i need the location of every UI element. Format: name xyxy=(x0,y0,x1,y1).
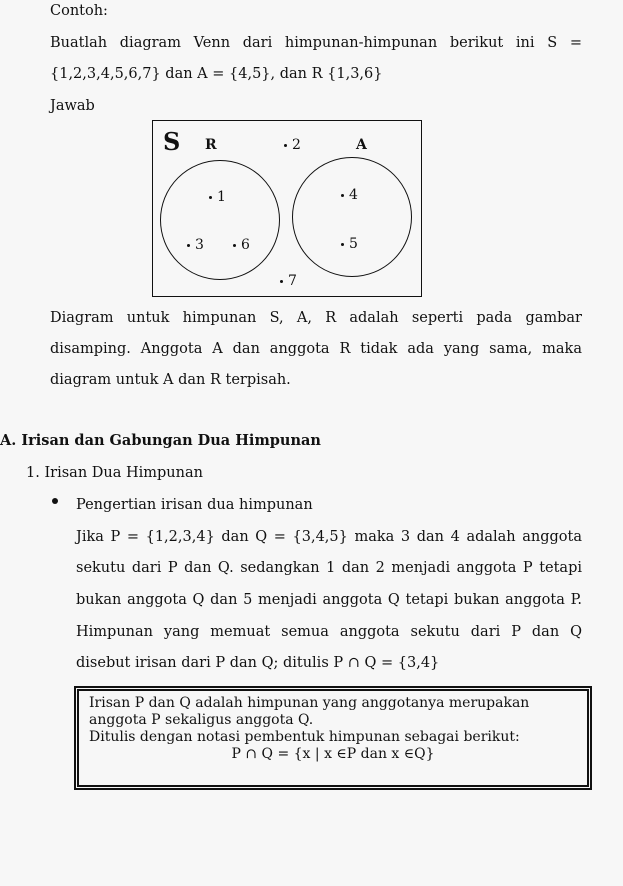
element-point: 5 xyxy=(341,236,358,252)
explanation-line: diagram untuk A dan R terpisah. xyxy=(50,372,291,388)
element-point: 2 xyxy=(284,137,301,153)
venn-diagram xyxy=(152,120,422,297)
paragraph-line: sekutu dari P dan Q. sedangkan 1 dan 2 menjadi anggota P tetapi xyxy=(76,560,582,576)
definition-line: Irisan P dan Q adalah himpunan yang anggotanya merupakan xyxy=(89,695,530,711)
bullet-icon xyxy=(52,498,58,504)
explanation-line: Diagram untuk himpunan S, A, R adalah seperti pada gambar xyxy=(50,310,582,326)
definition-box xyxy=(74,686,592,790)
set-r-label: R xyxy=(205,137,217,153)
example-label: Contoh: xyxy=(50,3,108,19)
set-a-circle xyxy=(292,157,412,277)
example-text: Buatlah diagram Venn dari himpunan-himpunan berikut ini S = xyxy=(50,35,582,51)
set-a-label: A xyxy=(356,137,367,153)
set-r-circle xyxy=(160,160,280,280)
definition-line: Ditulis dengan notasi pembentuk himpunan sebagai berikut: xyxy=(89,729,520,745)
example-text: {1,2,3,4,5,6,7} dan A = {4,5}, dan R {1,3,6} xyxy=(50,66,383,82)
bullet-text: Pengertian irisan dua himpunan xyxy=(76,497,313,513)
section-heading: A. Irisan dan Gabungan Dua Himpunan xyxy=(0,432,321,449)
paragraph-line: Himpunan yang memuat semua anggota sekutu dari P dan Q xyxy=(76,624,582,640)
definition-line: anggota P sekaligus anggota Q. xyxy=(89,712,314,728)
paragraph-line: bukan anggota Q dan 5 menjadi anggota Q tetapi bukan anggota P. xyxy=(76,592,582,608)
answer-label: Jawab xyxy=(50,98,95,114)
paragraph-line: Jika P = {1,2,3,4} dan Q = {3,4,5} maka 3 dan 4 adalah anggota xyxy=(76,529,582,545)
element-point: 1 xyxy=(209,189,226,205)
subsection-heading: 1. Irisan Dua Himpunan xyxy=(26,465,203,481)
element-point: 3 xyxy=(187,237,204,253)
paragraph-line: disebut irisan dari P dan Q; ditulis P ∩ Q = {3,4} xyxy=(76,655,440,671)
element-point: 6 xyxy=(233,237,250,253)
explanation-line: disamping. Anggota A dan anggota R tidak ada yang sama, maka xyxy=(50,341,582,357)
definition-formula: P ∩ Q = {x | x ∈P dan x ∈Q} xyxy=(231,746,435,762)
element-point: 7 xyxy=(280,273,297,289)
universe-label: S xyxy=(163,127,181,156)
element-point: 4 xyxy=(341,187,358,203)
